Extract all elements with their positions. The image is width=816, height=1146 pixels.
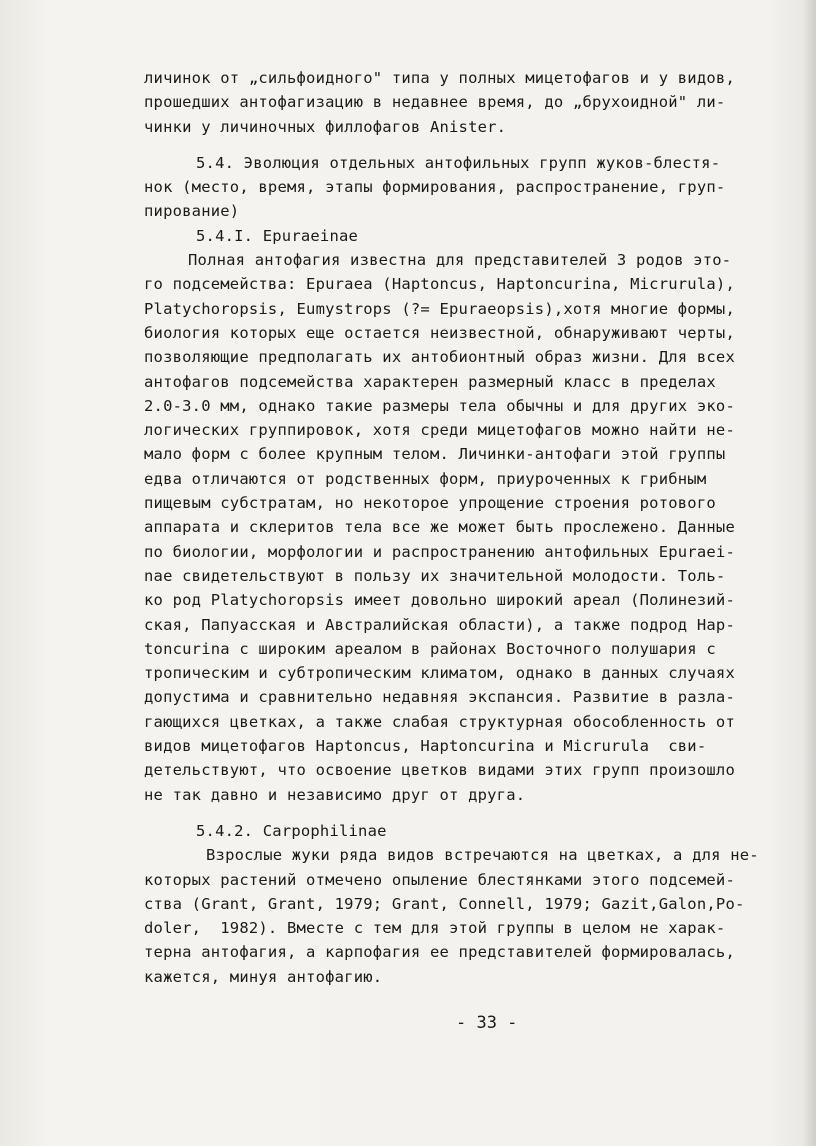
text-line: ко род Platychoropsis имеет довольно широкий ареал (Полинезий- xyxy=(144,591,735,610)
text-line: личинок от „сильфоидного" типа у полных мицетофагов и у видов, xyxy=(144,69,735,87)
document-body xyxy=(144,66,774,989)
text-line: ства (Grant, Grant, 1979; Grant, Connell, 1979; Gazit,Galon,Po- xyxy=(144,894,745,913)
text-line: допустима и сравнительно недавняя экспансия. Развитие в разла- xyxy=(144,688,735,707)
text-line: антофагов подсемейства характерен размерный класс в пределах xyxy=(144,372,716,391)
text-line: едва отличаются от родственных форм, приуроченных к грибным xyxy=(144,469,707,488)
text-line: nae свидетельствуют в пользу их значительной молодости. Толь- xyxy=(144,566,726,585)
paragraph-3 xyxy=(144,843,774,989)
text-line: кажется, минуя антофагию. xyxy=(144,967,383,986)
page-edge-shadow xyxy=(802,0,816,1146)
subsection-title-carpophilinae: 5.4.2. Carpophilinae xyxy=(196,821,387,840)
text-line: 2.0-3.0 мм, однако такие размеры тела обычны и для других эко- xyxy=(144,396,735,415)
text-line: Platychoropsis, Eumystrops (?= Epuraeopsis),хотя многие формы, xyxy=(144,299,735,318)
text-line: Полная антофагия известна для представителей 3 родов это- xyxy=(188,251,732,270)
text-line: не так давно и независимо друг от друга. xyxy=(144,785,526,804)
text-line: позволяющие предполагать их антобионтный образ жизни. Для всех xyxy=(144,348,735,367)
text-line: которых растений отмечено опыление блестянками этого подсемей- xyxy=(144,870,735,889)
text-line: doler, 1982). Вместе с тем для этой группы в целом не харак- xyxy=(144,919,726,938)
text-line: пирование) xyxy=(144,202,240,221)
subsection-title-epuraeinae: 5.4.I. Epuraeinae xyxy=(196,226,359,245)
paragraph-1 xyxy=(144,66,774,139)
text-line: ская, Папуасская и Австралийская области), а также подрод Hap- xyxy=(144,615,735,634)
text-line: аппарата и склеритов тела все же может быть прослежено. Данные xyxy=(144,518,735,537)
text-line: видов мицетофагов Haptoncus, Haptoncurina и Micrurula сви- xyxy=(144,737,707,756)
text-line: логических группировок, хотя среди мицетофагов можно найти не- xyxy=(144,421,735,440)
text-line: прошедших антофагизацию в недавнее время, до „брухоидной" ли- xyxy=(144,93,726,112)
text-line: детельствуют, что освоение цветков видами этих групп произошло xyxy=(144,761,735,780)
text-line: биология которых еще остается неизвестной, обнаруживают черты, xyxy=(144,323,735,342)
text-line: чинки у личиночных филлофагов Anister. xyxy=(144,117,507,136)
paragraph-2 xyxy=(144,248,774,807)
text-line: по биологии, морфологии и распространению антофильных Epuraei- xyxy=(144,542,735,561)
text-line: пищевым субстратам, но некоторое упрощение строения ротового xyxy=(144,494,716,513)
text-line: нок (место, время, этапы формирования, распространение, груп- xyxy=(144,178,726,197)
text-line: 5.4. Эволюция отдельных антофильных групп жуков-блестя- xyxy=(196,153,721,172)
text-line: мало форм с более крупным телом. Личинки-антофаги этой группы xyxy=(144,445,726,464)
text-line: Взрослые жуки ряда видов встречаются на цветках, а для не- xyxy=(206,846,759,865)
text-line: го подсемейства: Epuraea (Haptoncus, Haptoncurina, Micrurula), xyxy=(144,275,735,294)
text-line: гающихся цветках, а также слабая структурная обособленность от xyxy=(144,712,735,731)
text-line: терна антофагия, а карпофагия ее представителей формировалась, xyxy=(144,943,735,962)
page-number: - 33 - xyxy=(456,1013,518,1033)
section-heading xyxy=(144,151,774,224)
text-line: тропическим и субтропическим климатом, однако в данных случаях xyxy=(144,664,735,683)
text-line: toncurina с широким ареалом в районах Восточного полушария с xyxy=(144,639,716,658)
